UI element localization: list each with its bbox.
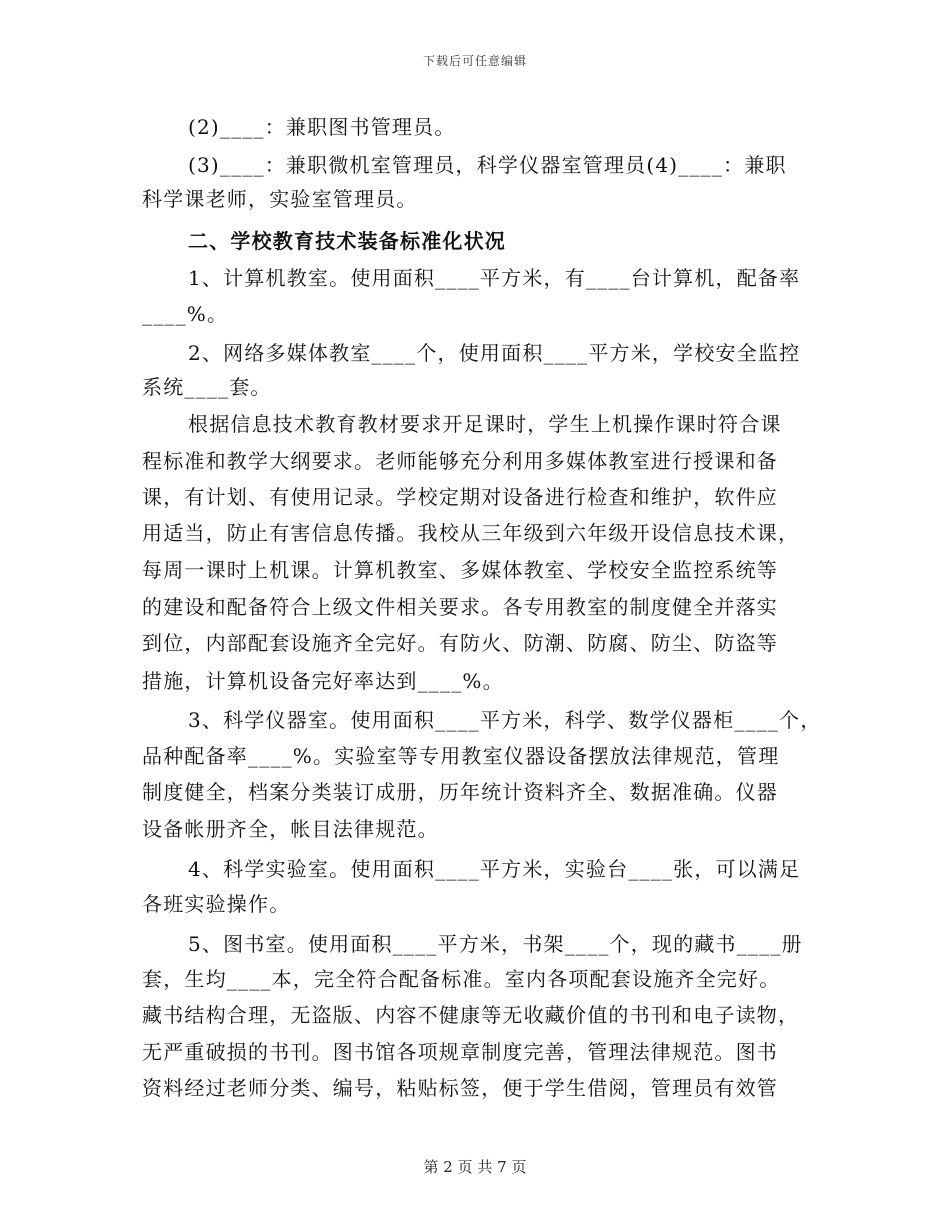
section-heading: 二、学校教育技术装备标准化状况: [188, 229, 506, 253]
item-5-cont: 无严重破损的书刊。图书馆各项规章制度完善，管理法律规范。图书: [142, 1040, 778, 1064]
item-2-line: 2、网络多媒体教室____个，使用面积____平方米，学校安全监控: [188, 341, 801, 365]
item-3-cont: 品种配备率____%。实验室等专用教室仪器设备摆放法律规范，管理: [142, 744, 780, 768]
item-4-cont: 各班实验操作。: [142, 892, 291, 916]
staff-line-3-cont: 科学课老师，实验室管理员。: [142, 187, 418, 211]
paragraph-line: 根据信息技术教育教材要求开足课时，学生上机操作课时符合课: [188, 412, 782, 436]
item-5-cont: 资料经过老师分类、编号，粘贴标签，便于学生借阅，管理员有效管: [142, 1076, 778, 1100]
page-number: 第 2 页 共 7 页: [423, 1158, 527, 1176]
paragraph-line: 课，有计划、有使用记录。学校定期对设备进行检查和维护，软件应: [142, 485, 778, 509]
item-5-cont: 藏书结构合理，无盗版、内容不健康等无收藏价值的书刊和电子读物，: [142, 1003, 800, 1027]
paragraph-line: 程标准和教学大纲要求。老师能够充分利用多媒体教室进行授课和备: [142, 449, 778, 473]
item-3-line: 3、科学仪器室。使用面积____平方米，科学、数学仪器柜____个，: [188, 708, 822, 732]
paragraph-line: 措施，计算机设备完好率达到____%。: [142, 669, 504, 693]
page-header: 下载后可任意编辑: [422, 54, 527, 68]
item-4-line: 4、科学实验室。使用面积____平方米，实验台____张，可以满足: [188, 857, 801, 881]
item-2-cont: 系统____套。: [142, 375, 272, 399]
item-3-cont: 制度健全，档案分类装订成册，历年统计资料齐全、数据准确。仪器: [142, 780, 778, 804]
item-1-line: 1、计算机教室。使用面积____平方米，有____台计算机，配备率: [188, 266, 801, 290]
paragraph-line: 到位，内部配套设施齐全完好。有防火、防潮、防腐、防尘、防盗等: [142, 631, 778, 655]
paragraph-line: 的建设和配备符合上级文件相关要求。各专用教室的制度健全并落实: [142, 595, 778, 619]
item-1-cont: ____%。: [142, 302, 229, 326]
item-3-cont: 设备帐册齐全，帐目法律规范。: [142, 817, 439, 841]
staff-line-3: (3)____：兼职微机室管理员，科学仪器室管理员(4)____：兼职: [188, 153, 787, 177]
item-5-cont: 套，生均____本，完全符合配备标准。室内各项配套设施齐全完好。: [142, 967, 781, 991]
paragraph-line: 用适当，防止有害信息传播。我校从三年级到六年级开设信息技术课，: [142, 521, 800, 545]
staff-line-2: (2)____：兼职图书管理员。: [188, 115, 456, 139]
paragraph-line: 每周一课时上机课。计算机教室、多媒体教室、学校安全监控系统等: [142, 558, 778, 582]
item-5-line: 5、图书室。使用面积____平方米，书架____个，现的藏书____册: [188, 932, 803, 956]
